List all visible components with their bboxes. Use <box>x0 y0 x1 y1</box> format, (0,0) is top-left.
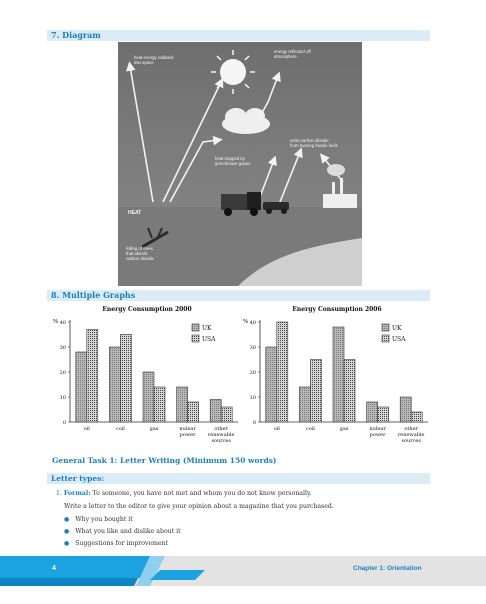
section-7-heading <box>47 30 430 41</box>
label-extra-co2-2: from burning fossile fuels <box>290 143 338 148</box>
bar-usa-nulear-power <box>188 402 199 422</box>
bullet-icon: ● <box>64 540 70 547</box>
label-felling-1: felling of trees <box>126 246 153 251</box>
x-tick-label: oil <box>273 426 280 432</box>
y-tick-label: 40 <box>249 320 256 326</box>
legend-swatch <box>382 324 389 331</box>
chart-2006 <box>242 302 432 452</box>
bullet-text: Why you bought it <box>75 516 133 523</box>
y-tick-label: 10 <box>59 395 66 401</box>
y-tick-label: 0 <box>252 420 256 426</box>
bullet-text: Suggestions for improvement <box>75 540 169 547</box>
legend-label: UK <box>202 325 212 332</box>
legend-label: USA <box>392 336 406 343</box>
y-tick-label: 20 <box>249 370 256 376</box>
greenhouse-diagram <box>118 42 362 286</box>
legend-label: USA <box>202 336 216 343</box>
bar-uk-gas <box>333 327 344 422</box>
bar-uk-other-renewable-sources <box>400 397 411 422</box>
bar-usa-oil <box>277 322 288 422</box>
bar-usa-oil <box>87 330 98 423</box>
label-energy-reflected-1: energy reflected off <box>274 49 311 54</box>
y-tick-label: 20 <box>59 370 66 376</box>
bullet-icon: ● <box>64 528 70 535</box>
list-item <box>64 526 181 538</box>
x-tick-label: coil <box>115 426 125 432</box>
label-extra-co2-1: extra carbon dioxide <box>290 138 329 143</box>
bar-usa-coil <box>120 335 131 423</box>
label-felling-3: carbon dioxide <box>126 256 154 261</box>
label-heat: HEAT <box>128 210 142 216</box>
bar-usa-other-renewable-sources <box>411 412 422 422</box>
label-heat-radiated-2: into space <box>134 60 154 65</box>
label-felling-2: that absorb <box>126 251 148 256</box>
list-item <box>64 514 181 526</box>
bar-uk-oil <box>76 352 87 422</box>
letter-types-title: Letter types: <box>51 474 105 483</box>
bar-uk-coil <box>299 387 310 422</box>
x-tick-label: oil <box>83 426 90 432</box>
x-tick-label: nulear power <box>179 426 196 438</box>
page-number: 4 <box>52 565 56 572</box>
x-tick-label: other renewable sources <box>397 426 425 444</box>
y-tick-label: 0 <box>62 420 66 426</box>
x-tick-label: nulear power <box>369 426 386 438</box>
letter-types-heading <box>47 473 430 484</box>
bar-usa-coil <box>310 360 321 423</box>
x-tick-label: gas <box>339 426 349 432</box>
instruction-text: Write a letter to the editor to give your opinion about a magazine that you purchased. <box>64 503 334 510</box>
bar-uk-nulear-power <box>177 387 188 422</box>
bar-uk-coil <box>109 347 120 422</box>
formal-label: Formal: <box>63 490 91 497</box>
bar-usa-nulear-power <box>378 407 389 422</box>
bullet-list <box>64 514 181 550</box>
chapter-title: Chapter 1: Orientation <box>353 565 422 572</box>
x-tick-label: other renewable sources <box>207 426 235 444</box>
legend-swatch <box>192 324 199 331</box>
label-energy-reflected-2: atmosphere <box>274 54 297 59</box>
y-tick-label: 10 <box>249 395 256 401</box>
task-heading: General Task 1: Letter Writing (Minimum 150 words) <box>52 456 277 465</box>
y-tick-label: 30 <box>59 345 66 351</box>
chart-title: Energy Consumption 2006 <box>292 306 382 313</box>
bar-usa-gas <box>154 387 165 422</box>
bar-usa-gas <box>344 360 355 423</box>
y-axis-label: % <box>243 319 249 325</box>
section-7-title: 7. Diagram <box>51 30 101 40</box>
bar-uk-gas <box>143 372 154 422</box>
bullet-text: What you like and dislike about it <box>75 528 181 535</box>
legend-swatch <box>382 335 389 342</box>
formal-number: 1. <box>56 490 62 497</box>
label-heat-trapped-1: heat trapped by <box>215 156 245 161</box>
formal-desc: To someone, you have not met and whom you do not know personally. <box>90 490 312 497</box>
section-8-title: 8. Multiple Graphs <box>51 290 136 300</box>
x-tick-label: coil <box>305 426 315 432</box>
label-heat-radiated-1: heat energy radiated <box>134 55 174 60</box>
legend-swatch <box>192 335 199 342</box>
section-8-heading <box>47 290 430 301</box>
bullet-icon: ● <box>64 516 70 523</box>
y-tick-label: 40 <box>59 320 66 326</box>
bar-uk-nulear-power <box>367 402 378 422</box>
x-tick-label: gas <box>149 426 159 432</box>
chart-title: Energy Consumption 2000 <box>102 306 192 313</box>
bar-uk-oil <box>266 347 277 422</box>
list-item <box>64 538 181 550</box>
legend-label: UK <box>392 325 402 332</box>
y-axis-label: % <box>53 319 59 325</box>
bar-uk-other-renewable-sources <box>210 400 221 423</box>
chart-2000 <box>52 302 242 452</box>
bar-usa-other-renewable-sources <box>221 407 232 422</box>
label-heat-trapped-2: greenhouse gases <box>215 161 251 166</box>
formal-line <box>56 490 312 497</box>
y-tick-label: 30 <box>249 345 256 351</box>
